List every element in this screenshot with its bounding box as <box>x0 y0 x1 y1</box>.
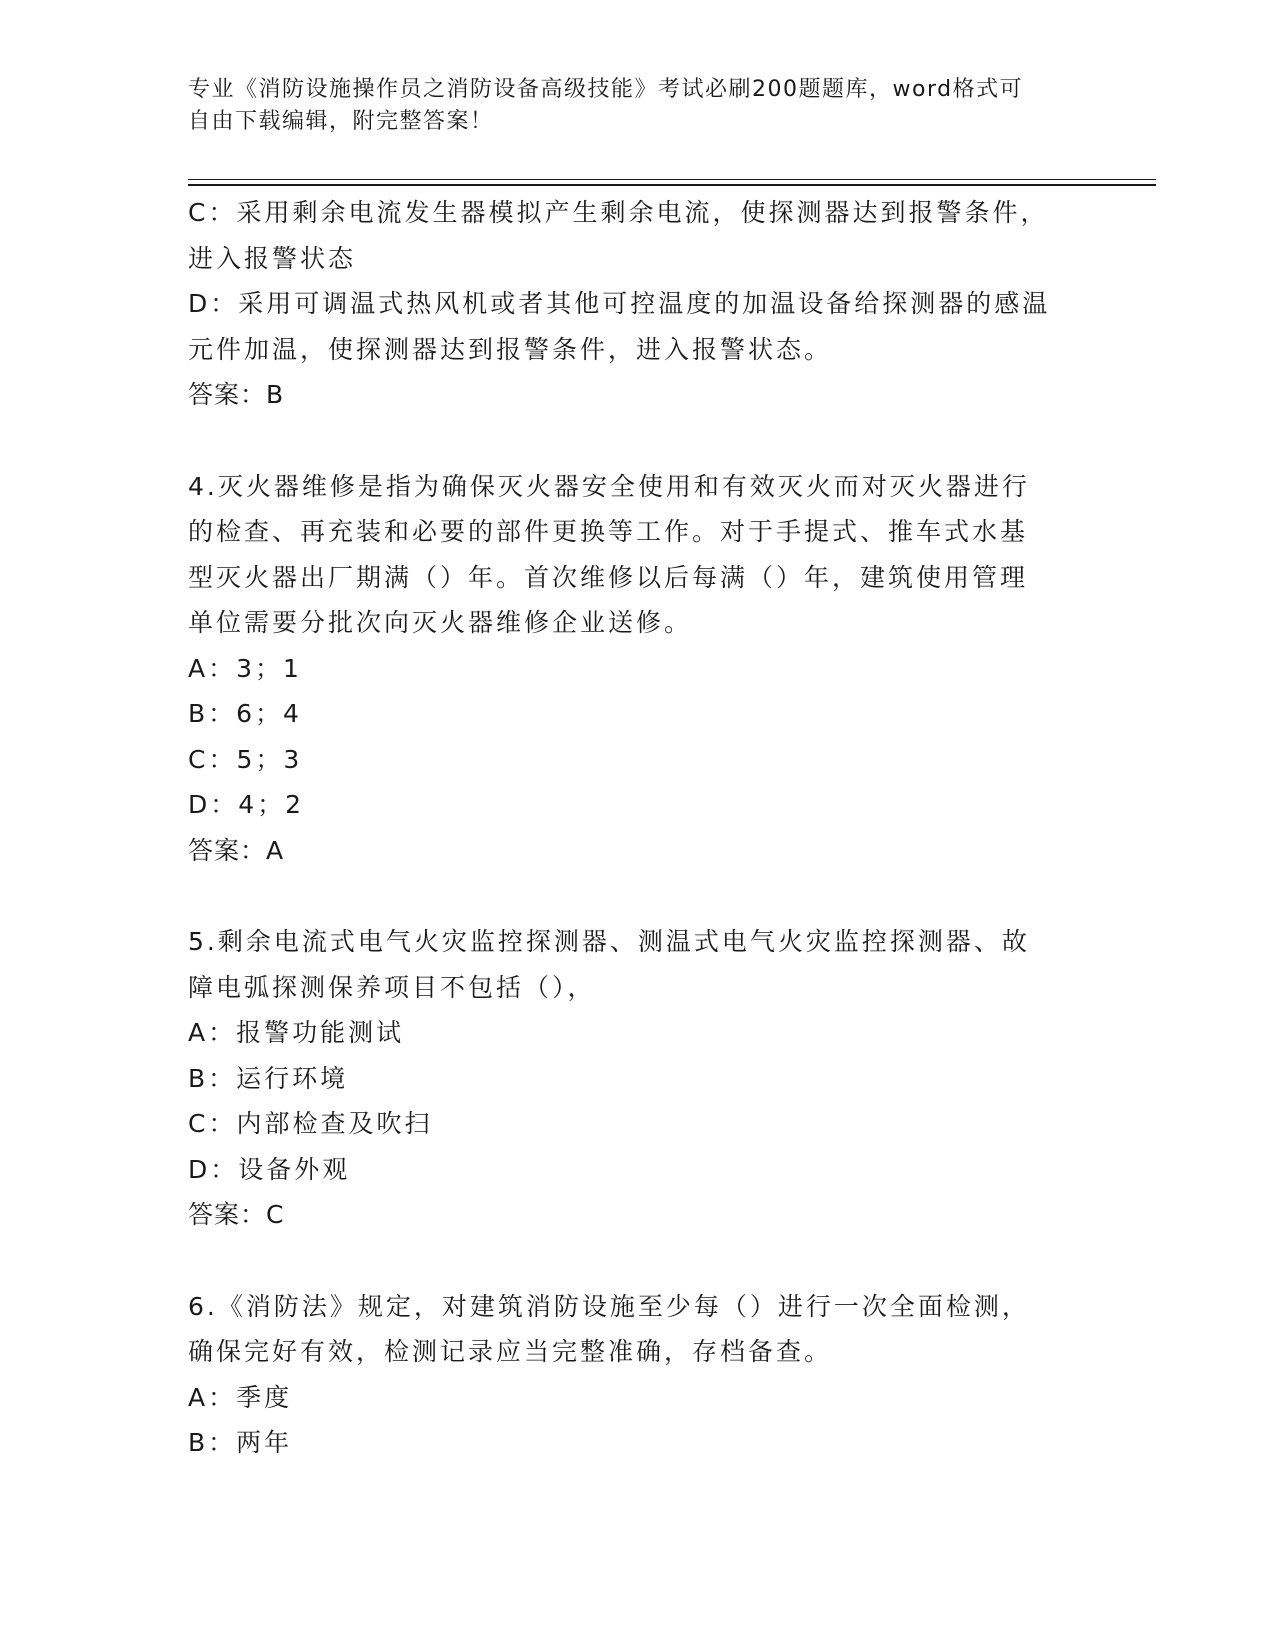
option-b: B：6；4 <box>188 699 302 728</box>
question-stem-line-2: 确保完好有效，检测记录应当完整准确，存档备查。 <box>188 1337 833 1366</box>
answer-line: 答案：C <box>188 1200 285 1229</box>
option-b: B：运行环境 <box>188 1063 349 1093</box>
option-d: D：4；2 <box>188 790 305 819</box>
question-stem-line-2: 障电弧探测保养项目不包括（）， <box>188 972 596 1002</box>
option-c-line-1: C：采用剩余电流发生器模拟产生剩余电流，使探测器达到报警条件， <box>188 198 1049 227</box>
question-stem-line-1: 6.《消防法》规定，对建筑消防设施至少每（）进行一次全面检测， <box>188 1291 1030 1321</box>
question-4 <box>188 464 1088 874</box>
question-5 <box>188 919 1088 1238</box>
option-a: A：报警功能测试 <box>188 1018 405 1047</box>
header-line-2: 自由下载编辑，附完整答案！ <box>188 109 494 134</box>
option-b: B：两年 <box>188 1428 293 1457</box>
option-d-line-2: 元件加温，使探测器达到报警条件，进入报警状态。 <box>188 334 833 364</box>
spacer <box>188 873 1088 919</box>
option-c: C：5；3 <box>188 744 303 774</box>
document-body <box>188 190 1088 1466</box>
option-c-line-2: 进入报警状态 <box>188 243 357 273</box>
question-stem-line-1: 4.灭火器维修是指为确保灭火器安全使用和有效灭火而对灭火器进行 <box>188 471 1030 501</box>
question-stem-line-1: 5.剩余电流式电气火灾监控探测器、测温式电气火灾监控探测器、故 <box>188 927 1030 956</box>
header-divider-thick <box>188 184 1156 186</box>
option-d-line-1: D：采用可调温式热风机或者其他可控温度的加温设备给探测器的感温 <box>188 289 1051 318</box>
option-d: D：设备外观 <box>188 1154 351 1184</box>
option-c: C：内部检查及吹扫 <box>188 1109 433 1138</box>
answer-line: 答案：B <box>188 380 285 409</box>
option-a: A：3；1 <box>188 653 302 683</box>
document-header <box>188 74 1088 138</box>
header-line-1: 专业《消防设施操作员之消防设备高级技能》考试必刷200题题库，word格式可 <box>188 77 1024 102</box>
question-3 <box>188 190 1088 418</box>
answer-line: 答案：A <box>188 835 285 865</box>
question-stem-line-4: 单位需要分批次向灭火器维修企业送修。 <box>188 608 693 637</box>
option-a: A：季度 <box>188 1382 293 1412</box>
header-divider-thin <box>188 179 1156 180</box>
question-stem-line-3: 型灭火器出厂期满（）年。首次维修以后每满（）年，建筑使用管理 <box>188 562 1029 592</box>
spacer <box>188 1238 1088 1284</box>
spacer <box>188 418 1088 464</box>
question-stem-line-2: 的检查、再充装和必要的部件更换等工作。对于手提式、推车式水基 <box>188 517 1029 546</box>
question-6 <box>188 1284 1088 1466</box>
